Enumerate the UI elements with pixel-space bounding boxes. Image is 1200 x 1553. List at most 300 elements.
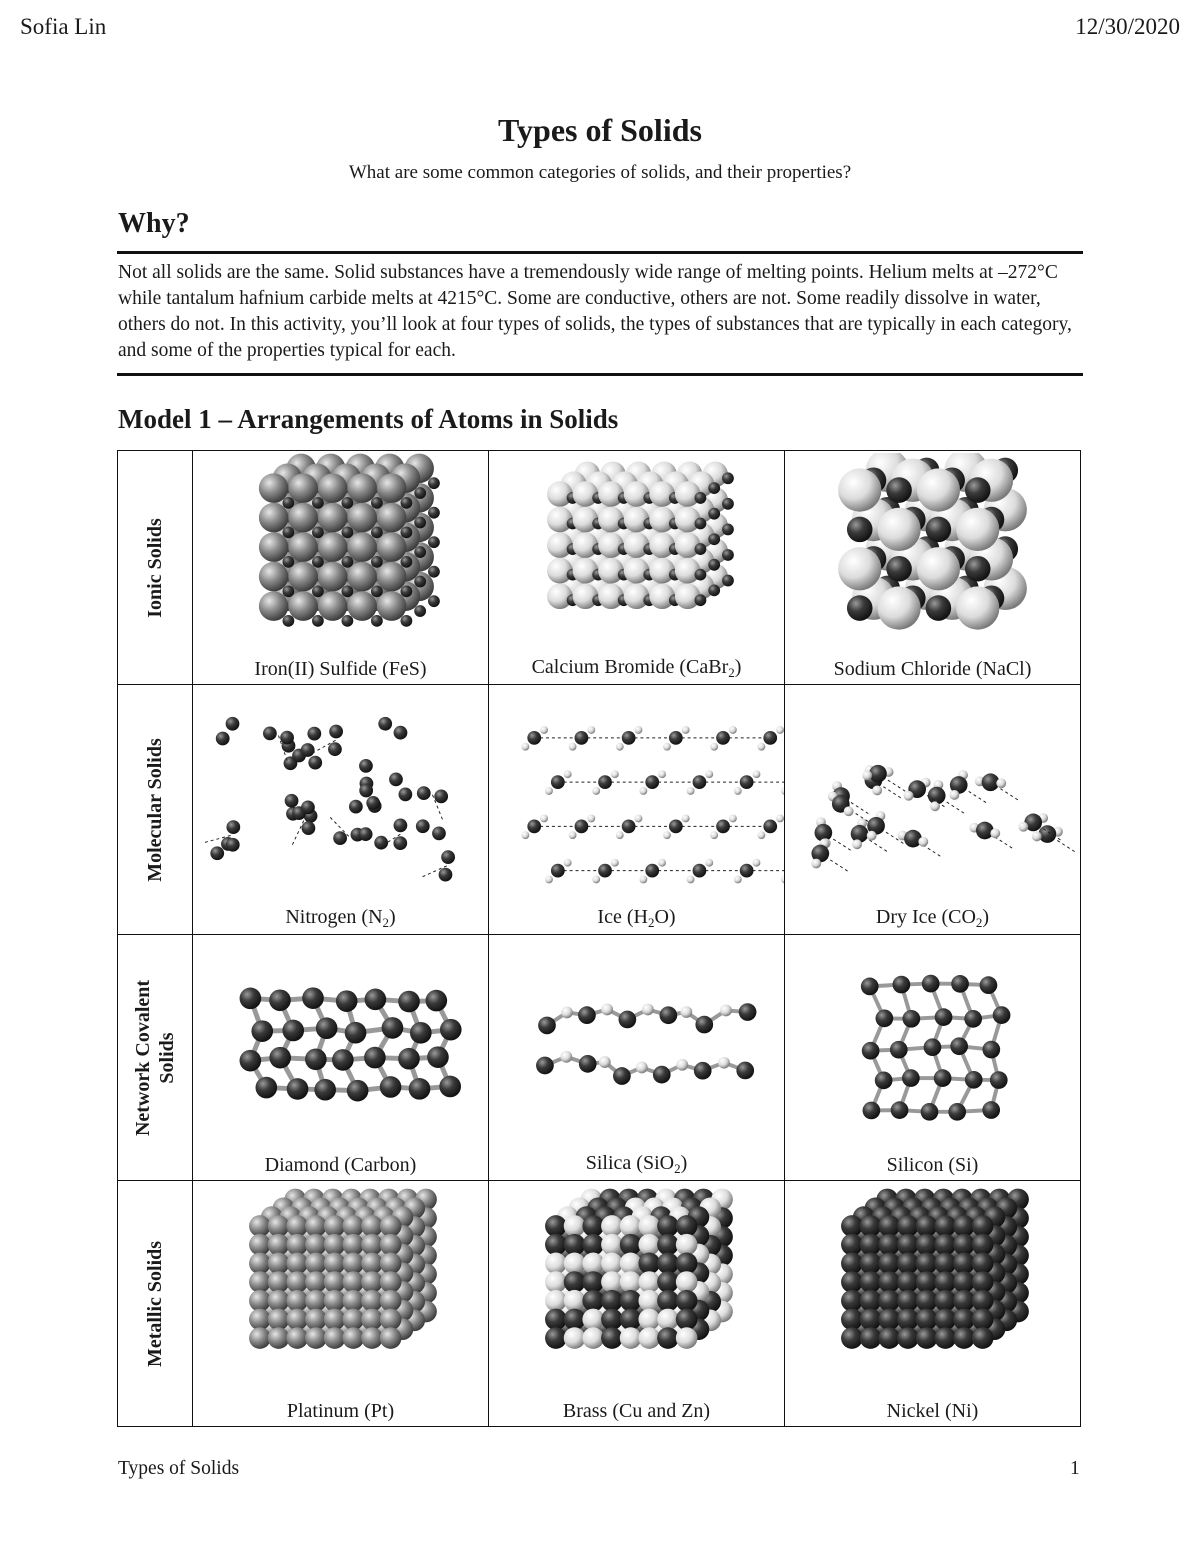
- atom: [347, 1080, 369, 1102]
- atom: [993, 1006, 1011, 1024]
- atom: [540, 726, 548, 734]
- atom: [377, 591, 407, 621]
- atom: [394, 818, 408, 832]
- atom: [268, 1271, 290, 1293]
- atom: [949, 790, 959, 800]
- atom: [249, 1290, 271, 1312]
- atom: [676, 1290, 698, 1312]
- atom: [305, 1215, 327, 1237]
- atom: [361, 1215, 383, 1237]
- atom: [347, 532, 377, 562]
- atom: [878, 1253, 900, 1275]
- atom: [324, 1234, 346, 1256]
- atom: [916, 1215, 938, 1237]
- atom: [551, 864, 565, 878]
- atom: [361, 1234, 383, 1256]
- atom: [878, 1327, 900, 1349]
- atom: [663, 831, 671, 839]
- cell-caption: Dry Ice $(CO_2)$: [875, 906, 990, 930]
- atom: [359, 827, 373, 841]
- atom: [545, 1327, 567, 1349]
- atom: [878, 1309, 900, 1331]
- co2-molecules-icon: [785, 687, 1080, 887]
- atom: [598, 864, 612, 878]
- atom: [722, 472, 734, 484]
- atom: [302, 821, 316, 835]
- atom: [620, 1327, 642, 1349]
- atom: [305, 1234, 327, 1256]
- atom: [285, 794, 299, 808]
- atom: [890, 1041, 908, 1059]
- atom: [282, 615, 294, 627]
- atom: [226, 820, 240, 834]
- atom: [318, 532, 348, 562]
- atom: [371, 615, 383, 627]
- atom: [635, 815, 643, 823]
- atom: [695, 492, 707, 504]
- atom: [658, 859, 666, 867]
- atom: [934, 1327, 956, 1349]
- atom: [657, 1234, 679, 1256]
- atom: [934, 1290, 956, 1312]
- atom: [729, 726, 737, 734]
- atom: [657, 1271, 679, 1293]
- atom: [964, 1010, 982, 1028]
- atom: [922, 975, 940, 993]
- atom: [902, 1010, 920, 1028]
- atom: [934, 1309, 956, 1331]
- page-number: 1: [1070, 1458, 1080, 1479]
- atom: [249, 1215, 271, 1237]
- n2-molecules-icon: [193, 687, 488, 887]
- atom: [560, 1051, 572, 1063]
- atom: [676, 1271, 698, 1293]
- atom: [897, 1309, 919, 1331]
- atom: [521, 743, 529, 751]
- atom: [342, 1234, 364, 1256]
- atom: [708, 584, 720, 596]
- cell-cabr2: [489, 451, 785, 685]
- atom: [364, 1047, 386, 1069]
- atom: [347, 503, 377, 532]
- atom: [893, 976, 911, 994]
- atom: [318, 591, 348, 621]
- atom: [377, 532, 407, 562]
- atom: [314, 1079, 336, 1101]
- atom: [393, 836, 407, 850]
- atom: [740, 864, 754, 878]
- atom: [860, 1253, 882, 1275]
- row-label: Molecular Solids: [144, 737, 166, 882]
- atom: [897, 1253, 919, 1275]
- atom: [259, 473, 289, 503]
- atom: [847, 595, 873, 621]
- atom: [538, 1017, 556, 1035]
- atom: [956, 508, 999, 551]
- row-label: Network Covalent Solids: [132, 979, 178, 1136]
- atom: [676, 1309, 698, 1331]
- atom: [611, 770, 619, 778]
- atom: [336, 990, 358, 1012]
- atom: [332, 1049, 354, 1071]
- atom: [575, 819, 589, 833]
- atom: [638, 1327, 660, 1349]
- atom: [377, 562, 407, 592]
- header-name: Sofia Lin: [20, 14, 107, 39]
- atom: [1018, 822, 1028, 832]
- atom: [301, 800, 315, 814]
- atom: [1039, 825, 1057, 843]
- atom: [720, 1005, 732, 1017]
- atom: [860, 1234, 882, 1256]
- atom: [341, 526, 353, 538]
- atom: [916, 1234, 938, 1256]
- atom: [886, 477, 912, 503]
- divider: [117, 251, 1083, 254]
- atom: [564, 1234, 586, 1256]
- atom: [916, 1271, 938, 1293]
- atom: [620, 1271, 642, 1293]
- atom: [676, 1215, 698, 1237]
- atom: [282, 497, 294, 509]
- atom: [268, 1327, 290, 1349]
- atom: [380, 1271, 402, 1293]
- atom: [753, 859, 761, 867]
- atom: [389, 772, 403, 786]
- why-body-text: Not all solids are the same. Solid substances have a tremendously wide range of melting points. Helium melts at –272°C while tantalum hafnium carbide melts at 4215°C. Some are conductive, others are not. Some readily dissolve in water, others do not. In this activity, you’ll look at four types of solids, the types of substances that are typically in each category, and some of the properties typical for each.: [118, 262, 1072, 361]
- atom: [545, 876, 553, 884]
- atom: [366, 796, 380, 810]
- atom: [695, 518, 707, 530]
- atom: [613, 1067, 631, 1085]
- atom: [811, 859, 821, 869]
- cell-fes: [193, 451, 489, 685]
- atom: [592, 787, 600, 795]
- atom: [382, 1017, 404, 1039]
- nickel-lattice-icon: [785, 1183, 1080, 1383]
- cell-silica: [489, 935, 785, 1181]
- atom: [708, 482, 720, 494]
- atom: [601, 1253, 623, 1275]
- atom: [682, 726, 690, 734]
- atom: [693, 864, 707, 878]
- atom: [564, 1309, 586, 1331]
- atom: [926, 517, 952, 543]
- atom: [598, 775, 612, 789]
- atom: [312, 526, 324, 538]
- atom: [259, 562, 289, 592]
- atom: [582, 1271, 604, 1293]
- atom: [417, 786, 431, 800]
- atom: [551, 775, 565, 789]
- atom: [716, 731, 730, 745]
- cell-brass: [489, 1181, 785, 1427]
- atom: [838, 547, 881, 590]
- atom: [729, 815, 737, 823]
- atom: [288, 503, 318, 532]
- atom: [924, 1038, 942, 1056]
- row-label: Ionic Solids: [144, 517, 166, 618]
- atom: [255, 1077, 277, 1099]
- cell-co2: [785, 685, 1081, 935]
- cell-ice: [489, 685, 785, 935]
- bond: [291, 821, 304, 848]
- atom: [378, 717, 392, 731]
- atom: [863, 1102, 881, 1120]
- atom: [324, 1309, 346, 1331]
- atom: [414, 605, 426, 617]
- cell-caption: Silicon (Si): [886, 1154, 979, 1176]
- atom: [545, 1290, 567, 1312]
- atom: [380, 1215, 402, 1237]
- atom: [601, 1290, 623, 1312]
- atom: [860, 1215, 882, 1237]
- atom: [316, 1017, 338, 1039]
- atom: [400, 526, 412, 538]
- silica-network-icon: [489, 937, 784, 1137]
- atom: [341, 497, 353, 509]
- cell-caption: Diamond (Carbon): [264, 1154, 417, 1176]
- atom: [305, 1327, 327, 1349]
- atom: [582, 1253, 604, 1275]
- atom: [561, 1007, 573, 1019]
- atom: [259, 532, 289, 562]
- nacl-lattice-icon: [785, 453, 1080, 653]
- atom: [710, 743, 718, 751]
- atom: [657, 1215, 679, 1237]
- atom: [582, 1309, 604, 1331]
- atom: [934, 1069, 952, 1087]
- atom: [342, 1215, 364, 1237]
- atom: [288, 532, 318, 562]
- row-header-network-covalent: [118, 935, 193, 1181]
- atom: [286, 1290, 308, 1312]
- atom: [428, 595, 440, 607]
- atom: [638, 1253, 660, 1275]
- atom: [875, 1071, 893, 1089]
- atom: [282, 585, 294, 597]
- atom: [757, 743, 765, 751]
- atom: [705, 859, 713, 867]
- atom: [268, 1309, 290, 1331]
- atom: [361, 1253, 383, 1275]
- atom: [918, 837, 928, 847]
- atom: [400, 556, 412, 568]
- atom: [536, 1057, 554, 1075]
- atom: [622, 819, 636, 833]
- atom: [582, 1290, 604, 1312]
- atom: [841, 1327, 863, 1349]
- atom: [639, 876, 647, 884]
- atom: [841, 1215, 863, 1237]
- table-row: [118, 685, 1081, 935]
- atom: [867, 831, 877, 841]
- atom: [587, 815, 595, 823]
- atom: [669, 819, 683, 833]
- atom: [965, 477, 991, 503]
- atom: [972, 1290, 994, 1312]
- cell-platinum: [193, 1181, 489, 1427]
- atom: [398, 787, 412, 801]
- atom: [916, 1253, 938, 1275]
- atom: [996, 778, 1006, 788]
- atom: [545, 787, 553, 795]
- atom: [710, 831, 718, 839]
- atom: [619, 1011, 637, 1029]
- atom: [286, 1234, 308, 1256]
- atom: [972, 1253, 994, 1275]
- atom: [521, 831, 529, 839]
- atom: [722, 575, 734, 587]
- atom: [917, 468, 960, 511]
- atom: [564, 770, 572, 778]
- atom: [361, 1271, 383, 1293]
- atom: [841, 1290, 863, 1312]
- row-header-ionic: [118, 451, 193, 685]
- atom: [579, 1055, 597, 1073]
- atom: [288, 562, 318, 592]
- atom: [658, 770, 666, 778]
- row-header-metallic: [118, 1181, 193, 1427]
- atom: [345, 1022, 367, 1044]
- atom: [545, 1215, 567, 1237]
- atom: [676, 1059, 688, 1071]
- atom: [288, 591, 318, 621]
- atom: [722, 498, 734, 510]
- atom: [904, 830, 922, 848]
- atom: [694, 1062, 712, 1080]
- atom: [669, 731, 683, 745]
- atom: [965, 1071, 983, 1089]
- atom: [616, 743, 624, 751]
- model1-heading: Model 1 – Arrangements of Atoms in Solids: [118, 404, 619, 434]
- atom: [638, 1309, 660, 1331]
- cell-diamond: [193, 935, 489, 1181]
- atom: [287, 1078, 309, 1100]
- cell-n2: [193, 685, 489, 935]
- atom: [620, 1253, 642, 1275]
- atom: [308, 756, 322, 770]
- atom: [582, 1234, 604, 1256]
- atom: [268, 1234, 290, 1256]
- table-row: [118, 1181, 1081, 1427]
- atom: [305, 1290, 327, 1312]
- atom: [342, 1290, 364, 1312]
- atom: [639, 787, 647, 795]
- atom: [347, 473, 377, 503]
- atom: [564, 1327, 586, 1349]
- atom: [302, 987, 324, 1009]
- atom: [374, 836, 388, 850]
- atom: [249, 1253, 271, 1275]
- atom: [324, 1215, 346, 1237]
- atom: [841, 1271, 863, 1293]
- atom: [342, 1309, 364, 1331]
- atom: [440, 1019, 462, 1041]
- atom: [620, 1234, 642, 1256]
- atom: [564, 859, 572, 867]
- atom: [569, 743, 577, 751]
- atom: [545, 1253, 567, 1275]
- atom: [569, 831, 577, 839]
- atom: [380, 1076, 402, 1098]
- atom: [347, 591, 377, 621]
- atom: [695, 543, 707, 555]
- atom: [564, 1271, 586, 1293]
- atom: [682, 815, 690, 823]
- atom: [976, 822, 994, 840]
- atom: [876, 1009, 894, 1027]
- atom: [934, 1215, 956, 1237]
- atom: [380, 1234, 402, 1256]
- atom: [601, 1004, 613, 1016]
- atom: [657, 1327, 679, 1349]
- atom: [601, 1215, 623, 1237]
- atom: [916, 1327, 938, 1349]
- atom: [841, 1309, 863, 1331]
- atom: [288, 473, 318, 503]
- atom: [935, 1008, 953, 1026]
- atom: [416, 819, 430, 833]
- atom: [657, 1290, 679, 1312]
- atom: [1032, 831, 1042, 841]
- atom: [972, 1215, 994, 1237]
- atom: [695, 569, 707, 581]
- atom: [635, 726, 643, 734]
- atom: [972, 1309, 994, 1331]
- atom: [897, 1215, 919, 1237]
- atom: [263, 727, 277, 741]
- atom: [286, 1253, 308, 1275]
- atom: [753, 770, 761, 778]
- atom: [708, 533, 720, 545]
- atom: [953, 1253, 975, 1275]
- atom: [249, 1234, 271, 1256]
- model1-table: [117, 450, 1081, 1427]
- atom: [268, 1215, 290, 1237]
- atom: [982, 1041, 1000, 1059]
- atom: [861, 978, 879, 996]
- atom: [324, 1290, 346, 1312]
- atom: [434, 790, 448, 804]
- atom: [660, 1006, 678, 1024]
- atom: [934, 1253, 956, 1275]
- atom: [428, 566, 440, 578]
- atom: [578, 1006, 596, 1024]
- atom: [328, 742, 342, 756]
- atom: [878, 1271, 900, 1293]
- atom: [286, 1271, 308, 1293]
- atom: [951, 975, 969, 993]
- atom: [545, 1271, 567, 1293]
- silicon-network-icon: [785, 937, 1080, 1137]
- atom: [948, 1103, 966, 1121]
- atom: [341, 556, 353, 568]
- atom: [844, 806, 854, 816]
- atom: [380, 1309, 402, 1331]
- platinum-lattice-icon: [193, 1183, 488, 1383]
- atom: [776, 815, 784, 823]
- atom: [361, 1327, 383, 1349]
- atom: [324, 1327, 346, 1349]
- atom: [776, 726, 784, 734]
- atom: [307, 727, 321, 741]
- atom: [527, 731, 541, 745]
- atom: [324, 1253, 346, 1275]
- atom: [318, 503, 348, 532]
- atom: [645, 864, 659, 878]
- atom: [216, 732, 230, 746]
